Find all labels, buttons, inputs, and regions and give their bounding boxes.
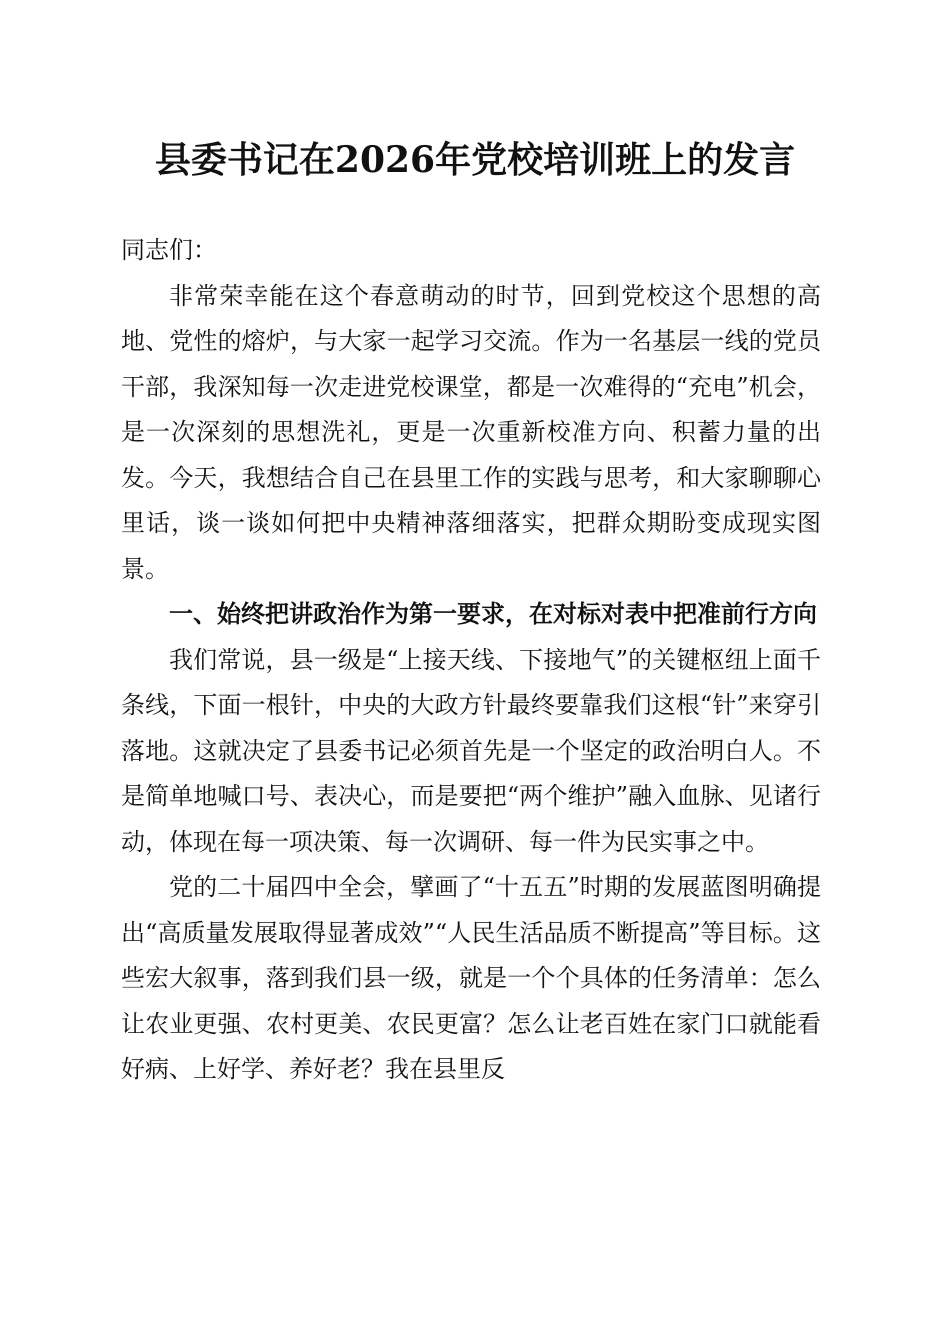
document-title: 县委书记在2026年党校培训班上的发言 (154, 139, 796, 181)
section1-paragraph-1: 我们常说，县一级是“上接天线、下接地气”的关键枢纽上面千条线，下面一根针，中央的大政方针最终要靠我们这根“针”来穿引落地。这就决定了县委书记必须首先是一个坚定的政治明白人。不是简单地喊口号、表决心，而是要把“两个维护”融入血脉、见诸行动，体现在每一项决策、每一次调研、每一件为民实事之中。 (121, 645, 821, 856)
section1-paragraph-2: 党的二十届四中全会，擘画了“十五五”时期的发展蓝图明确提出“高质量发展取得显著成效”“人民生活品质不断提高”等目标。这些宏大叙事，落到我们县一级，就是一个个具体的任务清单：怎么让农业更强、农村更美、农民更富？怎么让老百姓在家门口就能看好病、上好学、养好老？我在县里反 (121, 873, 821, 1083)
document-body (121, 228, 821, 1093)
intro-paragraph: 非常荣幸能在这个春意萌动的时节，回到党校这个思想的高地、党性的熔炉，与大家一起学习交流。作为一名基层一线的党员干部，我深知每一次走进党校课堂，都是一次难得的“充电”机会，是一次深刻的思想洗礼，更是一次重新校准方向、积蓄力量的出发。今天，我想结合自己在县里工作的实践与思考，和大家聊聊心里话，谈一谈如何把中央精神落细落实，把群众期盼变成现实图景。 (121, 281, 821, 583)
section-heading-1: 一、始终把讲政治作为第一要求，在对标对表中把准前行方向 (169, 600, 817, 628)
salutation: 同志们： (121, 236, 217, 264)
